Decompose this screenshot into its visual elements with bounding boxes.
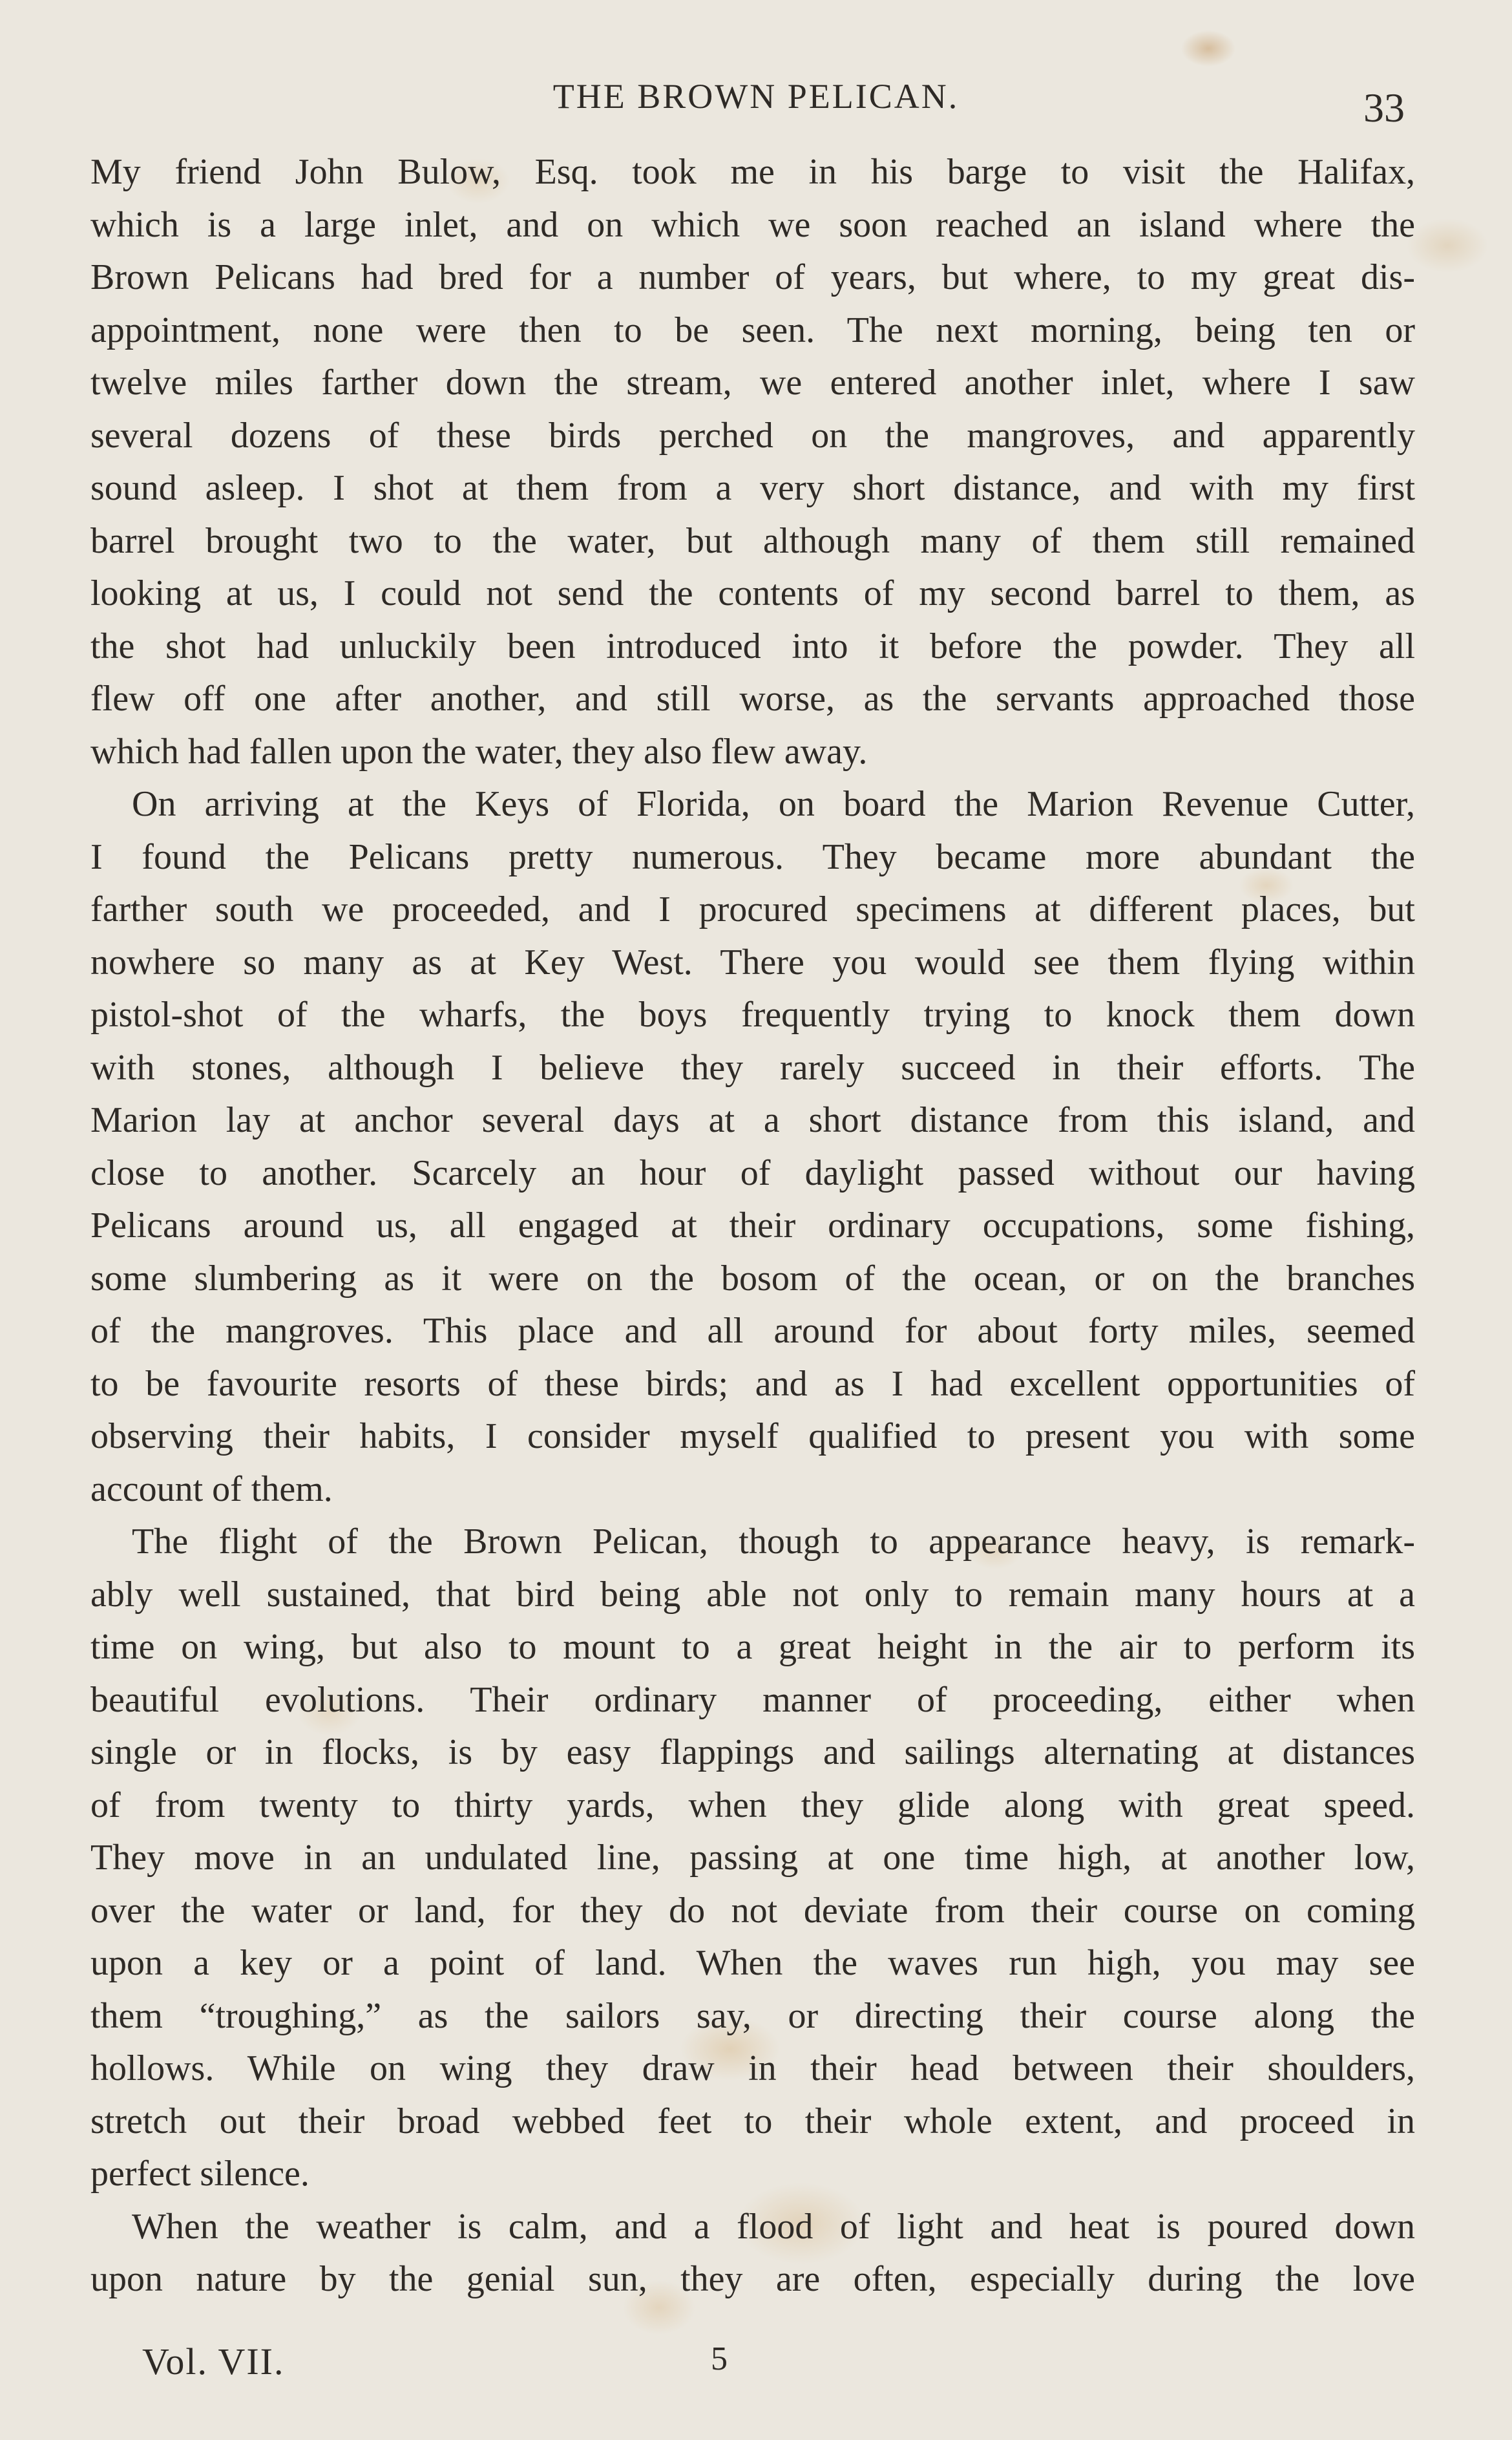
body-text (90, 146, 1415, 2306)
text-line: account of them. (90, 1469, 333, 1509)
text-line: sound asleep. I shot at them from a very short distance, and with my first (90, 468, 1415, 508)
text-line: Marion lay at anchor several days at a short distance from this island, and (90, 1100, 1415, 1140)
text-line: beautiful evolutions. Their ordinary manner of proceeding, either when (90, 1679, 1415, 1720)
text-line: upon a key or a point of land. When the waves run high, you may see (90, 1943, 1415, 1983)
text-line: My friend John Bulow, Esq. took me in his barge to visit the Halifax, (90, 152, 1415, 192)
text-line: some slumbering as it were on the bosom of the ocean, or on the branches (90, 1258, 1415, 1299)
text-line: of from twenty to thirty yards, when they glide along with great speed. (90, 1785, 1415, 1825)
text-line: over the water or land, for they do not deviate from their course on coming (90, 1890, 1415, 1931)
text-line: flew off one after another, and still worse, as the servants approached those (90, 679, 1415, 719)
text-line: appointment, none were then to be seen. The next morning, being ten or (90, 310, 1415, 350)
text-line: the shot had unluckily been introduced into it before the powder. They all (90, 626, 1415, 666)
text-line: On arriving at the Keys of Florida, on board the Marion Revenue Cutter, (132, 784, 1415, 824)
text-line: barrel brought two to the water, but although many of them still remained (90, 520, 1415, 561)
text-line: looking at us, I could not send the contents of my second barrel to them, as (90, 573, 1415, 613)
text-line: Pelicans around us, all engaged at their ordinary occupations, some fishing, (90, 1205, 1415, 1246)
text-line: hollows. While on wing they draw in their head between their shoulders, (90, 2048, 1415, 2088)
text-line: pistol-shot of the wharfs, the boys frequently trying to knock them down (90, 995, 1415, 1035)
text-line: of the mangroves. This place and all around for about forty miles, seemed (90, 1311, 1415, 1351)
text-line: observing their habits, I consider myself qualified to present you with some (90, 1416, 1415, 1456)
text-line: They move in an undulated line, passing at one time high, at another low, (90, 1838, 1415, 1878)
text-line: them “troughing,” as the sailors say, or directing their course along the (90, 1995, 1415, 2036)
text-line: When the weather is calm, and a flood of light and heat is poured down (132, 2206, 1415, 2247)
text-line: nowhere so many as at Key West. There you would see them flying within (90, 942, 1415, 982)
text-line: ably well sustained, that bird being able not only to remain many hours at a (90, 1574, 1415, 1615)
text-line: perfect silence. (90, 2154, 310, 2194)
text-line: time on wing, but also to mount to a great height in the air to perform its (90, 1627, 1415, 1667)
text-line: stretch out their broad webbed feet to their whole extent, and proceed in (90, 2101, 1415, 2141)
volume-label: Vol. VII. (142, 2340, 285, 2382)
text-line: which is a large inlet, and on which we soon reached an island where the (90, 204, 1415, 245)
text-line: with stones, although I believe they rarely succeed in their efforts. The (90, 1047, 1415, 1088)
text-line: twelve miles farther down the stream, we entered another inlet, where I saw (90, 363, 1415, 403)
page-number: 33 (1363, 85, 1405, 131)
running-head: THE BROWN PELICAN. (552, 77, 960, 116)
text-line: farther south we proceeded, and I procured specimens at different places, but (90, 889, 1415, 929)
text-line: I found the Pelicans pretty numerous. They became more abundant the (90, 836, 1415, 877)
text-line: to be favourite resorts of these birds; and as I had excellent opportunities of (90, 1363, 1415, 1404)
text-line: close to another. Scarcely an hour of daylight passed without our having (90, 1152, 1415, 1193)
text-line: Brown Pelicans had bred for a number of years, but where, to my great dis- (90, 257, 1415, 297)
text-line: The flight of the Brown Pelican, though to appearance heavy, is remark- (132, 1522, 1415, 1562)
text-line: upon nature by the genial sun, they are often, especially during the love (90, 2259, 1415, 2299)
text-line: several dozens of these birds perched on the mangroves, and apparently (90, 415, 1415, 456)
text-line: single or in flocks, is by easy flappings and sailings alternating at distances (90, 1732, 1415, 1772)
text-line: which had fallen upon the water, they also flew away. (90, 731, 868, 772)
signature-mark: 5 (711, 2340, 728, 2377)
